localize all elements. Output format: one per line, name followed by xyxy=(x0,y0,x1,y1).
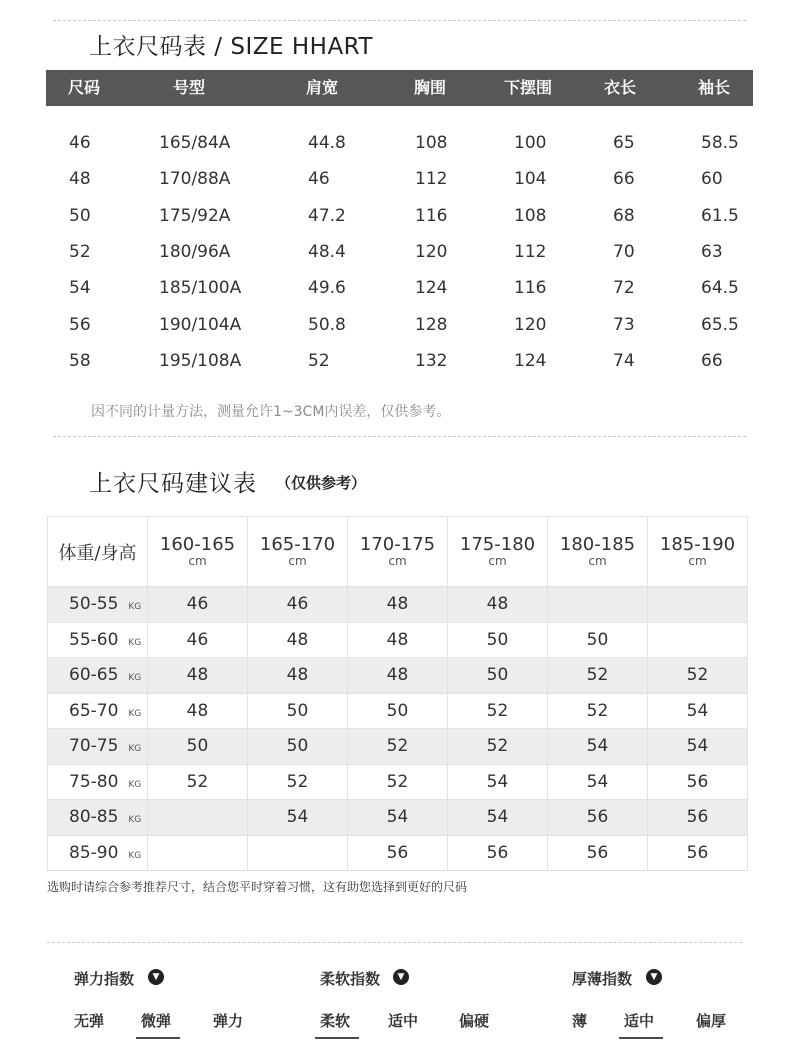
cell-hem: 108 xyxy=(514,205,547,226)
recommend-header-row xyxy=(48,517,748,587)
cell-shoulder: 44.8 xyxy=(308,133,346,153)
recommended-size-cell: 54 xyxy=(448,764,548,800)
weight-cell xyxy=(48,729,148,765)
cell-shoulder: 46 xyxy=(308,169,330,190)
cell-chest: 116 xyxy=(415,205,448,226)
recommended-size-cell: 52 xyxy=(148,764,248,800)
height-column-header xyxy=(248,517,348,587)
size-chart-row xyxy=(0,161,790,197)
cell-sleeve: 64.5 xyxy=(701,278,739,299)
recommend-row xyxy=(48,800,748,836)
recommend-note: 选购时请综合参考推荐尺寸，结合您平时穿着习惯，这有助您选择到更好的尺码 xyxy=(47,880,468,894)
recommended-size-cell: 48 xyxy=(448,587,548,623)
cell-chest: 128 xyxy=(415,314,448,335)
recommended-size-cell: 56 xyxy=(448,835,548,871)
size-chart-title: 上衣尺码表 / SIZE HHART xyxy=(89,34,374,60)
size-chart-row xyxy=(0,307,790,343)
recommended-size-cell: 46 xyxy=(148,587,248,623)
recommend-title: 上衣尺码建议表 xyxy=(89,471,257,497)
recommended-size-cell xyxy=(548,587,648,623)
recommended-size-cell: 52 xyxy=(548,693,648,729)
softness-option: 偏硬 xyxy=(459,1012,490,1030)
cell-size: 46 xyxy=(69,133,91,153)
recommended-size-cell: 48 xyxy=(248,622,348,658)
recommended-size-cell: 48 xyxy=(348,587,448,623)
weight-range: 70-75 xyxy=(69,736,119,757)
recommended-size-cell: 46 xyxy=(148,622,248,658)
weight-cell xyxy=(48,622,148,658)
height-range: 180-185 xyxy=(559,534,636,555)
cell-sleeve: 66 xyxy=(701,350,723,371)
header-length: 衣长 xyxy=(604,78,637,97)
thickness-selected-indicator xyxy=(619,1037,663,1039)
thickness-option: 适中 xyxy=(624,1012,655,1030)
height-range: 165-170 xyxy=(259,534,336,555)
softness-option: 柔软 xyxy=(320,1012,351,1030)
weight-range: 80-85 xyxy=(69,807,119,828)
cell-size: 50 xyxy=(69,205,91,226)
weight-cell xyxy=(48,658,148,694)
recommended-size-cell: 48 xyxy=(148,693,248,729)
recommended-size-cell xyxy=(148,835,248,871)
recommend-row xyxy=(48,693,748,729)
corner-label: 体重/身高 xyxy=(48,517,148,587)
cell-chest: 124 xyxy=(415,278,448,299)
header-sleeve: 袖长 xyxy=(698,78,731,97)
recommended-size-cell: 48 xyxy=(348,658,448,694)
recommended-size-cell: 54 xyxy=(448,800,548,836)
recommended-size-cell xyxy=(248,835,348,871)
cell-model: 165/84A xyxy=(159,133,231,153)
recommended-size-cell: 50 xyxy=(248,729,348,765)
thickness-option: 薄 xyxy=(572,1012,588,1030)
recommend-row xyxy=(48,729,748,765)
recommended-size-cell: 54 xyxy=(648,729,748,765)
weight-range: 50-55 xyxy=(69,594,119,615)
cell-hem: 100 xyxy=(514,133,547,153)
cell-chest: 132 xyxy=(415,350,448,371)
weight-unit: KG xyxy=(128,602,142,613)
height-range: 160-165 xyxy=(159,534,236,555)
cell-hem: 104 xyxy=(514,169,547,190)
recommended-size-cell: 54 xyxy=(248,800,348,836)
cell-shoulder: 47.2 xyxy=(308,205,346,226)
recommended-size-cell: 54 xyxy=(648,693,748,729)
recommended-size-cell: 52 xyxy=(548,658,648,694)
cell-model: 170/88A xyxy=(159,169,231,190)
cell-shoulder: 50.8 xyxy=(308,314,346,335)
recommended-size-cell: 56 xyxy=(548,800,648,836)
recommended-size-cell: 46 xyxy=(248,587,348,623)
elasticity-option: 微弹 xyxy=(141,1012,172,1030)
cell-length: 73 xyxy=(613,314,635,335)
cell-length: 68 xyxy=(613,205,635,226)
recommend-table xyxy=(47,516,748,871)
header-size: 尺码 xyxy=(68,78,101,97)
elasticity-option: 弹力 xyxy=(213,1012,244,1030)
header-model: 号型 xyxy=(173,78,206,97)
weight-range: 55-60 xyxy=(69,629,119,650)
cell-shoulder: 49.6 xyxy=(308,278,346,299)
recommended-size-cell: 54 xyxy=(548,764,648,800)
weight-unit: KG xyxy=(128,850,142,861)
cell-size: 54 xyxy=(69,278,91,299)
cell-model: 190/104A xyxy=(159,314,242,335)
recommend-row xyxy=(48,622,748,658)
cell-hem: 124 xyxy=(514,350,547,371)
softness-selected-indicator xyxy=(315,1037,359,1039)
recommend-row xyxy=(48,764,748,800)
cell-size: 48 xyxy=(69,169,91,190)
cell-size: 52 xyxy=(69,241,91,262)
size-chart-header xyxy=(46,70,753,106)
cell-model: 180/96A xyxy=(159,241,231,262)
size-chart-row xyxy=(0,125,790,161)
recommended-size-cell: 52 xyxy=(448,729,548,765)
softness-index-title: 柔软指数 xyxy=(320,970,381,988)
thickness-index-title: 厚薄指数 xyxy=(572,970,633,988)
cell-length: 65 xyxy=(613,133,635,153)
height-unit: cm xyxy=(588,554,607,568)
chevron-down-icon: ▼ xyxy=(148,969,164,985)
recommended-size-cell: 54 xyxy=(348,800,448,836)
cell-model: 175/92A xyxy=(159,205,231,226)
recommended-size-cell: 54 xyxy=(548,729,648,765)
header-shoulder: 肩宽 xyxy=(306,78,339,97)
size-chart-row xyxy=(0,234,790,270)
weight-unit: KG xyxy=(128,673,142,684)
cell-sleeve: 61.5 xyxy=(701,205,739,226)
height-unit: cm xyxy=(388,554,407,568)
recommend-row xyxy=(48,658,748,694)
size-chart-row xyxy=(0,343,790,379)
cell-length: 66 xyxy=(613,169,635,190)
cell-length: 70 xyxy=(613,241,635,262)
header-chest: 胸围 xyxy=(414,78,447,97)
softness-option: 适中 xyxy=(388,1012,419,1030)
cell-sleeve: 60 xyxy=(701,169,723,190)
cell-size: 56 xyxy=(69,314,91,335)
recommended-size-cell xyxy=(148,800,248,836)
recommended-size-cell: 56 xyxy=(648,835,748,871)
elasticity-selected-indicator xyxy=(136,1037,180,1039)
recommended-size-cell: 56 xyxy=(648,800,748,836)
cell-shoulder: 52 xyxy=(308,350,330,371)
height-unit: cm xyxy=(488,554,507,568)
recommended-size-cell xyxy=(648,622,748,658)
recommended-size-cell: 56 xyxy=(548,835,648,871)
recommended-size-cell: 48 xyxy=(248,658,348,694)
middle-divider xyxy=(53,436,746,437)
recommended-size-cell: 52 xyxy=(648,658,748,694)
recommend-row xyxy=(48,587,748,623)
cell-chest: 108 xyxy=(415,133,448,153)
height-column-header xyxy=(548,517,648,587)
size-chart-note: 因不同的计量方法，测量允许1~3CM内误差，仅供参考。 xyxy=(91,404,451,420)
recommended-size-cell: 52 xyxy=(348,764,448,800)
cell-length: 74 xyxy=(613,350,635,371)
weight-cell xyxy=(48,764,148,800)
recommended-size-cell: 50 xyxy=(448,658,548,694)
weight-range: 85-90 xyxy=(69,842,119,863)
recommended-size-cell: 50 xyxy=(448,622,548,658)
cell-size: 58 xyxy=(69,350,91,371)
recommended-size-cell: 50 xyxy=(248,693,348,729)
top-divider xyxy=(53,20,746,21)
cell-model: 195/108A xyxy=(159,350,242,371)
weight-unit: KG xyxy=(128,744,142,755)
cell-hem: 120 xyxy=(514,314,547,335)
cell-length: 72 xyxy=(613,278,635,299)
header-hem: 下摆围 xyxy=(504,78,553,97)
recommended-size-cell: 56 xyxy=(348,835,448,871)
cell-chest: 112 xyxy=(415,169,448,190)
height-column-header xyxy=(448,517,548,587)
height-column-header xyxy=(148,517,248,587)
weight-cell xyxy=(48,587,148,623)
recommend-subtitle: （仅供参考） xyxy=(276,474,367,492)
size-chart-row xyxy=(0,270,790,306)
elasticity-option: 无弹 xyxy=(74,1012,105,1030)
weight-range: 60-65 xyxy=(69,665,119,686)
elasticity-index-title: 弹力指数 xyxy=(74,970,135,988)
cell-chest: 120 xyxy=(415,241,448,262)
weight-unit: KG xyxy=(128,779,142,790)
recommended-size-cell: 50 xyxy=(348,693,448,729)
height-range: 170-175 xyxy=(359,534,436,555)
height-unit: cm xyxy=(688,554,707,568)
weight-cell xyxy=(48,693,148,729)
cell-sleeve: 58.5 xyxy=(701,133,739,153)
recommended-size-cell: 52 xyxy=(348,729,448,765)
chevron-down-icon: ▼ xyxy=(393,969,409,985)
weight-unit: KG xyxy=(128,637,142,648)
recommended-size-cell: 52 xyxy=(448,693,548,729)
recommended-size-cell: 52 xyxy=(248,764,348,800)
height-column-header xyxy=(348,517,448,587)
weight-unit: KG xyxy=(128,815,142,826)
height-range: 185-190 xyxy=(659,534,736,555)
height-unit: cm xyxy=(288,554,307,568)
size-chart-row xyxy=(0,198,790,234)
thickness-option: 偏厚 xyxy=(696,1012,727,1030)
recommend-row xyxy=(48,835,748,871)
weight-range: 65-70 xyxy=(69,700,119,721)
height-column-header xyxy=(648,517,748,587)
bottom-divider xyxy=(47,942,742,943)
recommended-size-cell: 48 xyxy=(148,658,248,694)
height-unit: cm xyxy=(188,554,207,568)
recommended-size-cell: 50 xyxy=(148,729,248,765)
recommended-size-cell: 56 xyxy=(648,764,748,800)
chevron-down-icon: ▼ xyxy=(646,969,662,985)
cell-shoulder: 48.4 xyxy=(308,241,346,262)
cell-model: 185/100A xyxy=(159,278,242,299)
cell-sleeve: 65.5 xyxy=(701,314,739,335)
recommended-size-cell xyxy=(648,587,748,623)
cell-hem: 112 xyxy=(514,241,547,262)
cell-hem: 116 xyxy=(514,278,547,299)
cell-sleeve: 63 xyxy=(701,241,723,262)
weight-cell xyxy=(48,835,148,871)
weight-unit: KG xyxy=(128,708,142,719)
weight-cell xyxy=(48,800,148,836)
recommended-size-cell: 48 xyxy=(348,622,448,658)
recommended-size-cell: 50 xyxy=(548,622,648,658)
weight-range: 75-80 xyxy=(69,771,119,792)
height-range: 175-180 xyxy=(459,534,536,555)
